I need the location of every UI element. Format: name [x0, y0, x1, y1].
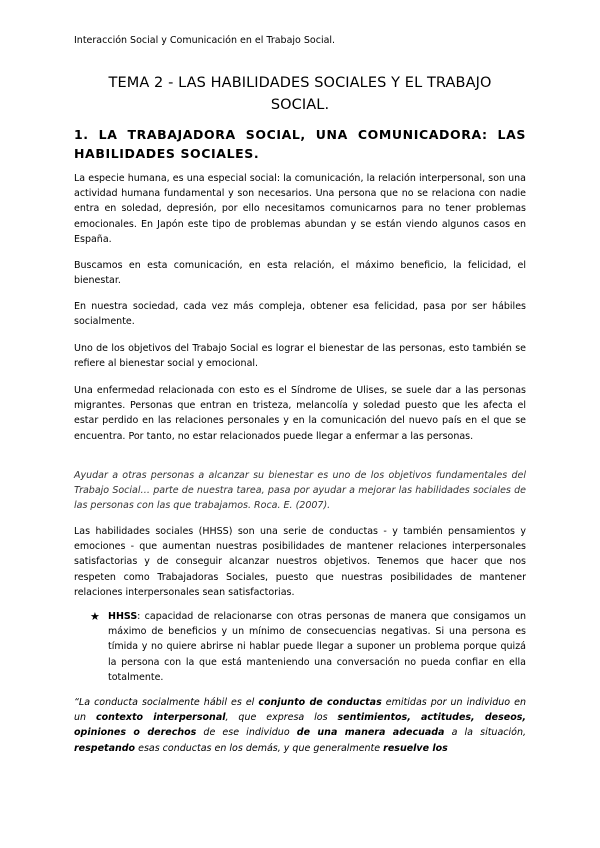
definition-quote: “La conducta socialmente hábil es el conjunto de conductas emitidas por un individuo en un contexto interpersonal, que expresa los sentimientos, actitudes, deseos, opiniones o derechos de ese individuo de una manera adecuada a la situación, respetando esas conductas en los demás, y que generalmente resuelve los [74, 697, 526, 754]
bullet-text: : capacidad de relacionarse con otras personas de manera que consigamos un máximo de beneficios y un mínimo de consecuencias negativas. Si una persona es tímida y no quiere abrirse ni hablar puede llegar a suponer un problema porque quizá la persona con la que está manteniendo una conversación no pueda confiar en ella totalmente. [108, 611, 526, 683]
paragraph-4: Uno de los objetivos del Trabajo Social es lograr el bienestar de las personas, esto también se refiere al bienestar social y emocional. [74, 343, 526, 370]
paragraph-5: Una enfermedad relacionada con esto es el Síndrome de Ulises, se suele dar a las personas migrantes. Personas que entran en tristeza, melancolía y soledad puesto que les afecta el estar perdido en las relaciones personales y en la comunicación del nuevo país en el que se encuentra. Por tanto, no estar relacionados puede llegar a enfermar a las personas. [74, 385, 526, 442]
paragraph-3: En nuestra sociedad, cada vez más compleja, obtener esa felicidad, pasa por ser hábiles socialmente. [74, 301, 526, 328]
section-heading [74, 125, 526, 163]
paragraph-1: La especie humana, es una especial social: la comunicación, la relación interpersonal, son una actividad humana fundamental y son necesarios. Una persona que no se relaciona con nadie entra en soledad, depresión, por ello necesitamos comunicarnos para no tener problemas emocionales. En Japón este tipo de problemas abundan y se están viendo algunos casos en España. [74, 173, 526, 245]
section-heading-line-2: HABILIDADES SOCIALES. [74, 146, 260, 161]
star-bullet-icon: ★ [90, 610, 100, 623]
bullet-item-hhss [90, 609, 526, 685]
title-line-1: TEMA 2 - LAS HABILIDADES SOCIALES Y EL TRABAJO [108, 75, 492, 91]
running-header: Interacción Social y Comunicación en el Trabajo Social. [74, 35, 336, 46]
paragraph-7: Las habilidades sociales (HHSS) son una serie de conductas - y también pensamientos y emociones - que aumentan nuestras posibilidades de mantener relaciones interpersonales satisfactorias y de conseguir alcanzar nuestros objetivos. Tenemos que hacer que nos respeten como Trabajadoras Sociales, puesto que nuestras posibilidades de mantener relaciones interpersonales sean satisfactorias. [74, 526, 526, 598]
bullet-term: HHSS [108, 611, 138, 622]
paragraph-2: Buscamos en esta comunicación, en esta relación, el máximo beneficio, la felicidad, el bienestar. [74, 260, 526, 287]
citation-paragraph: Ayudar a otras personas a alcanzar su bienestar es uno de los objetivos fundamentales del Trabajo Social… parte de nuestra tarea, pasa por ayudar a mejorar las habilidades sociales de las personas con las que trabajamos. Roca. E. (2007). [74, 470, 526, 512]
page-title [74, 72, 526, 116]
title-line-2: SOCIAL. [270, 97, 330, 113]
section-heading-line-1: 1. LA TRABAJADORA SOCIAL, UNA COMUNICADORA: LAS [74, 127, 526, 142]
